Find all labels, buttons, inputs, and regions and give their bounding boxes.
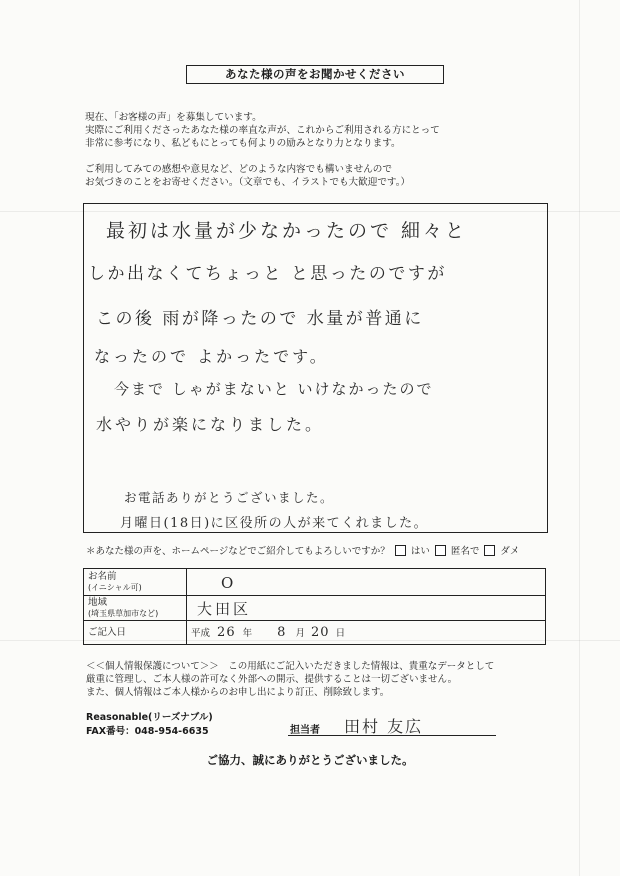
privacy-line: ＜＜個人情報保護について＞＞ この用紙にご記入いただきました情報は、貴重なデータとして bbox=[86, 661, 495, 672]
consent-option-label: 匿名で bbox=[450, 546, 480, 557]
area-value: 大田区 bbox=[197, 599, 252, 618]
consent-checkbox-anonymous[interactable] bbox=[435, 545, 446, 556]
date-label: ご記入日 bbox=[88, 627, 127, 638]
date-era: 平成 bbox=[191, 628, 211, 639]
staff-label: 担当者 bbox=[290, 725, 320, 736]
consent-question: ＊あなた様の声を、ホームページなどでご紹介してもよろしいですか？ bbox=[86, 546, 390, 557]
date-year-unit: 年 bbox=[242, 628, 253, 639]
name-label: お名前 bbox=[88, 571, 117, 582]
date-row bbox=[84, 621, 546, 645]
intro-line: ご利用してみての感想や意見など、どのような内容でも構いませんので bbox=[85, 164, 392, 175]
intro-line: 非常に参考になり、私どもにとっても何よりの励みとなり力となります。 bbox=[85, 138, 401, 149]
staff-signature bbox=[288, 715, 496, 736]
comment-line: 今まで しゃがまないと いけなかったので bbox=[114, 380, 434, 398]
intro-line: 現在、「お客様の声」を募集しています。 bbox=[85, 112, 262, 123]
name-value: O bbox=[221, 573, 237, 592]
date-day-unit: 日 bbox=[335, 628, 346, 639]
thanks-message: ご協力、誠にありがとうございました。 bbox=[206, 753, 414, 767]
date-label-cell bbox=[84, 621, 187, 645]
comment-box[interactable] bbox=[83, 203, 548, 533]
company-fax: FAX番号：048-954-6635 bbox=[86, 726, 209, 737]
date-month-value: 8 bbox=[277, 625, 289, 640]
date-year-value: 26 bbox=[217, 625, 236, 640]
name-label-cell bbox=[84, 569, 187, 596]
form-title: あなた様の声をお聞かせください bbox=[186, 65, 444, 84]
date-day-value: 20 bbox=[311, 625, 330, 640]
intro-line: お気づきのことをお寄せください。（文章でも、イラストでも大歓迎です。） bbox=[85, 177, 411, 188]
consent-option-label: はい bbox=[410, 546, 430, 557]
name-sublabel: (イニシャル可) bbox=[88, 583, 142, 592]
consent-checkbox-yes[interactable] bbox=[395, 545, 406, 556]
area-sublabel: (埼玉県草加市など) bbox=[88, 609, 159, 618]
consent-option-label: ダメ bbox=[500, 546, 520, 557]
name-row bbox=[84, 569, 546, 596]
name-field[interactable] bbox=[187, 569, 546, 596]
area-label: 地域 bbox=[88, 597, 108, 608]
privacy-line: また、個人情報はご本人様からのお申し出により訂正、削除致します。 bbox=[86, 687, 390, 698]
comment-line: この後 雨が降ったので 水量が普通に bbox=[96, 309, 424, 329]
consent-checkbox-no[interactable] bbox=[484, 545, 495, 556]
comment-line: 月曜日(18日)に区役所の人が来てくれました。 bbox=[120, 516, 429, 531]
intro-line: 実際にご利用くださったあなた様の率直な声が、これからご利用される方にとって bbox=[85, 125, 440, 136]
staff-name: 田村 友広 bbox=[344, 717, 424, 736]
consent-row bbox=[86, 543, 519, 557]
area-field[interactable] bbox=[187, 596, 546, 621]
comment-line: なったので よかったです。 bbox=[94, 347, 329, 366]
comment-line: お電話ありがとうございました。 bbox=[124, 490, 335, 505]
comment-line: 最初は水量が少なかったので 細々と bbox=[106, 220, 468, 242]
info-table bbox=[83, 568, 546, 645]
paper-crease bbox=[579, 0, 580, 876]
comment-line: しか出なくてちょっと と思ったのですが bbox=[88, 264, 447, 284]
date-field[interactable] bbox=[187, 621, 546, 645]
date-month-unit: 月 bbox=[295, 628, 305, 639]
comment-line: 水やりが楽になりました。 bbox=[96, 415, 325, 434]
area-row bbox=[84, 596, 546, 621]
company-name: Reasonable(リーズナブル) bbox=[86, 712, 213, 723]
area-label-cell bbox=[84, 596, 187, 621]
privacy-line: 厳重に管理し、ご本人様の許可なく外部への開示、提供することは一切ございません。 bbox=[86, 674, 458, 685]
